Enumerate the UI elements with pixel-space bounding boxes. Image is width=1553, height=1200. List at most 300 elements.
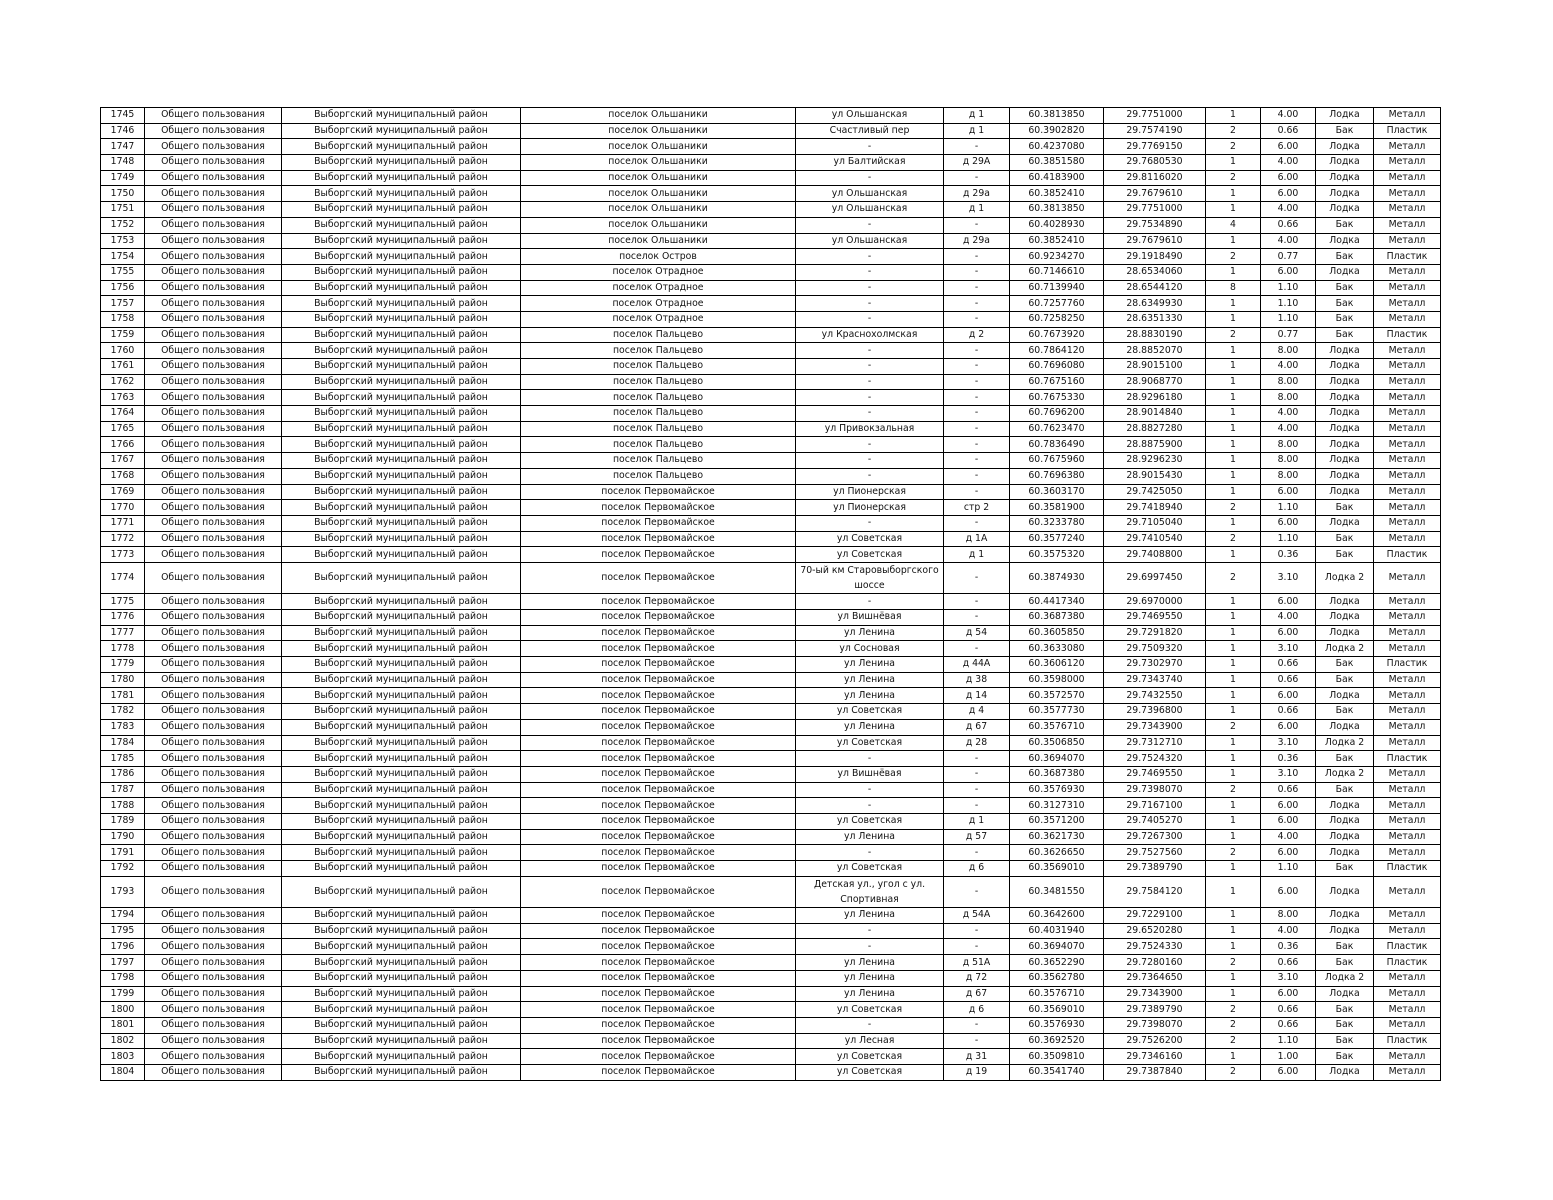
cell-container-count: 2 bbox=[1206, 1033, 1261, 1049]
cell-usage-type: Общего пользования bbox=[145, 672, 282, 688]
cell-container-type: Бак bbox=[1316, 547, 1374, 563]
cell-longitude: 29.7432550 bbox=[1104, 688, 1206, 704]
cell-container-type: Бак bbox=[1316, 296, 1374, 312]
cell-usage-type: Общего пользования bbox=[145, 955, 282, 971]
cell-container-count: 1 bbox=[1206, 359, 1261, 375]
cell-district: Выборгский муниципальный район bbox=[282, 719, 521, 735]
cell-material: Металл bbox=[1374, 1017, 1441, 1033]
cell-volume: 1.10 bbox=[1261, 500, 1316, 516]
cell-row-number: 1748 bbox=[101, 155, 145, 171]
cell-volume: 4.00 bbox=[1261, 155, 1316, 171]
cell-district: Выборгский муниципальный район bbox=[282, 311, 521, 327]
cell-district: Выборгский муниципальный район bbox=[282, 955, 521, 971]
cell-container-count: 2 bbox=[1206, 500, 1261, 516]
cell-settlement: поселок Первомайское bbox=[521, 1064, 796, 1080]
cell-material: Металл bbox=[1374, 139, 1441, 155]
cell-container-count: 8 bbox=[1206, 280, 1261, 296]
cell-house-number: д 54 bbox=[944, 625, 1010, 641]
cell-container-type: Лодка bbox=[1316, 829, 1374, 845]
cell-container-type: Лодка bbox=[1316, 484, 1374, 500]
cell-house-number: - bbox=[944, 468, 1010, 484]
cell-settlement: поселок Ольшаники bbox=[521, 123, 796, 139]
cell-latitude: 60.3605850 bbox=[1010, 625, 1104, 641]
cell-settlement: поселок Первомайское bbox=[521, 735, 796, 751]
cell-latitude: 60.3571200 bbox=[1010, 813, 1104, 829]
cell-house-number: д 57 bbox=[944, 829, 1010, 845]
cell-house-number: - bbox=[944, 170, 1010, 186]
cell-settlement: поселок Первомайское bbox=[521, 829, 796, 845]
cell-settlement: поселок Отрадное bbox=[521, 264, 796, 280]
cell-house-number: - bbox=[944, 421, 1010, 437]
table-row bbox=[101, 359, 1441, 375]
cell-container-count: 2 bbox=[1206, 531, 1261, 547]
cell-latitude: 60.3569010 bbox=[1010, 861, 1104, 877]
cell-volume: 3.10 bbox=[1261, 766, 1316, 782]
cell-longitude: 29.7769150 bbox=[1104, 139, 1206, 155]
cell-settlement: поселок Пальцево bbox=[521, 374, 796, 390]
cell-usage-type: Общего пользования bbox=[145, 296, 282, 312]
cell-row-number: 1789 bbox=[101, 813, 145, 829]
table-row bbox=[101, 813, 1441, 829]
cell-district: Выборгский муниципальный район bbox=[282, 249, 521, 265]
table-row bbox=[101, 500, 1441, 516]
cell-house-number: - bbox=[944, 343, 1010, 359]
cell-container-count: 2 bbox=[1206, 170, 1261, 186]
cell-longitude: 28.8852070 bbox=[1104, 343, 1206, 359]
table-row bbox=[101, 374, 1441, 390]
cell-material: Металл bbox=[1374, 280, 1441, 296]
cell-latitude: 60.3813850 bbox=[1010, 202, 1104, 218]
cell-usage-type: Общего пользования bbox=[145, 970, 282, 986]
cell-settlement: поселок Первомайское bbox=[521, 688, 796, 704]
cell-usage-type: Общего пользования bbox=[145, 908, 282, 924]
cell-settlement: поселок Первомайское bbox=[521, 955, 796, 971]
cell-house-number: - bbox=[944, 296, 1010, 312]
cell-district: Выборгский муниципальный район bbox=[282, 453, 521, 469]
cell-row-number: 1772 bbox=[101, 531, 145, 547]
cell-usage-type: Общего пользования bbox=[145, 343, 282, 359]
cell-container-count: 1 bbox=[1206, 186, 1261, 202]
cell-row-number: 1779 bbox=[101, 657, 145, 673]
cell-house-number: - bbox=[944, 766, 1010, 782]
cell-latitude: 60.3576710 bbox=[1010, 719, 1104, 735]
cell-latitude: 60.3852410 bbox=[1010, 186, 1104, 202]
cell-volume: 3.10 bbox=[1261, 562, 1316, 593]
cell-district: Выборгский муниципальный район bbox=[282, 155, 521, 171]
cell-container-count: 2 bbox=[1206, 845, 1261, 861]
cell-longitude: 28.9015430 bbox=[1104, 468, 1206, 484]
cell-house-number: д 6 bbox=[944, 1002, 1010, 1018]
cell-row-number: 1784 bbox=[101, 735, 145, 751]
cell-container-type: Лодка 2 bbox=[1316, 766, 1374, 782]
cell-volume: 0.66 bbox=[1261, 704, 1316, 720]
cell-container-type: Лодка bbox=[1316, 468, 1374, 484]
cell-house-number: д 1 bbox=[944, 813, 1010, 829]
cell-longitude: 29.7574190 bbox=[1104, 123, 1206, 139]
cell-latitude: 60.3506850 bbox=[1010, 735, 1104, 751]
cell-container-type: Лодка bbox=[1316, 437, 1374, 453]
cell-longitude: 29.7167100 bbox=[1104, 798, 1206, 814]
cell-district: Выборгский муниципальный район bbox=[282, 186, 521, 202]
cell-longitude: 29.7267300 bbox=[1104, 829, 1206, 845]
cell-material: Пластик bbox=[1374, 657, 1441, 673]
table-row bbox=[101, 955, 1441, 971]
cell-container-type: Бак bbox=[1316, 861, 1374, 877]
table-row bbox=[101, 123, 1441, 139]
cell-container-count: 1 bbox=[1206, 876, 1261, 907]
cell-container-count: 1 bbox=[1206, 735, 1261, 751]
cell-usage-type: Общего пользования bbox=[145, 547, 282, 563]
table-row bbox=[101, 970, 1441, 986]
cell-district: Выборгский муниципальный район bbox=[282, 500, 521, 516]
cell-row-number: 1768 bbox=[101, 468, 145, 484]
table-row bbox=[101, 672, 1441, 688]
cell-container-count: 2 bbox=[1206, 562, 1261, 593]
cell-container-count: 1 bbox=[1206, 813, 1261, 829]
cell-volume: 6.00 bbox=[1261, 484, 1316, 500]
cell-material: Пластик bbox=[1374, 939, 1441, 955]
cell-row-number: 1777 bbox=[101, 625, 145, 641]
table-row bbox=[101, 515, 1441, 531]
cell-usage-type: Общего пользования bbox=[145, 390, 282, 406]
table-row bbox=[101, 390, 1441, 406]
cell-district: Выборгский муниципальный район bbox=[282, 861, 521, 877]
cell-street: - bbox=[796, 311, 944, 327]
cell-volume: 4.00 bbox=[1261, 359, 1316, 375]
table-row bbox=[101, 249, 1441, 265]
table-row bbox=[101, 939, 1441, 955]
cell-material: Металл bbox=[1374, 813, 1441, 829]
cell-usage-type: Общего пользования bbox=[145, 108, 282, 124]
cell-material: Металл bbox=[1374, 468, 1441, 484]
cell-settlement: поселок Первомайское bbox=[521, 1049, 796, 1065]
cell-house-number: - bbox=[944, 359, 1010, 375]
cell-container-type: Лодка bbox=[1316, 139, 1374, 155]
cell-longitude: 28.6349930 bbox=[1104, 296, 1206, 312]
cell-material: Металл bbox=[1374, 908, 1441, 924]
cell-street: ул Советская bbox=[796, 1002, 944, 1018]
cell-usage-type: Общего пользования bbox=[145, 406, 282, 422]
cell-volume: 4.00 bbox=[1261, 233, 1316, 249]
cell-material: Пластик bbox=[1374, 751, 1441, 767]
cell-usage-type: Общего пользования bbox=[145, 829, 282, 845]
cell-container-type: Лодка bbox=[1316, 876, 1374, 907]
cell-material: Металл bbox=[1374, 923, 1441, 939]
cell-street: - bbox=[796, 374, 944, 390]
cell-container-count: 1 bbox=[1206, 625, 1261, 641]
cell-house-number: д 38 bbox=[944, 672, 1010, 688]
table-row bbox=[101, 657, 1441, 673]
cell-material: Пластик bbox=[1374, 249, 1441, 265]
cell-container-count: 1 bbox=[1206, 343, 1261, 359]
cell-container-type: Лодка bbox=[1316, 610, 1374, 626]
cell-usage-type: Общего пользования bbox=[145, 594, 282, 610]
cell-latitude: 60.3576930 bbox=[1010, 782, 1104, 798]
cell-volume: 1.10 bbox=[1261, 531, 1316, 547]
cell-row-number: 1775 bbox=[101, 594, 145, 610]
cell-volume: 0.36 bbox=[1261, 547, 1316, 563]
cell-settlement: поселок Первомайское bbox=[521, 547, 796, 563]
cell-settlement: поселок Первомайское bbox=[521, 798, 796, 814]
cell-longitude: 29.7751000 bbox=[1104, 108, 1206, 124]
cell-usage-type: Общего пользования bbox=[145, 484, 282, 500]
table-row bbox=[101, 453, 1441, 469]
cell-row-number: 1783 bbox=[101, 719, 145, 735]
cell-district: Выборгский муниципальный район bbox=[282, 782, 521, 798]
cell-district: Выборгский муниципальный район bbox=[282, 986, 521, 1002]
cell-street: ул Ленина bbox=[796, 672, 944, 688]
cell-longitude: 29.7105040 bbox=[1104, 515, 1206, 531]
table-row bbox=[101, 280, 1441, 296]
cell-material: Металл bbox=[1374, 845, 1441, 861]
cell-longitude: 29.7389790 bbox=[1104, 861, 1206, 877]
cell-settlement: поселок Первомайское bbox=[521, 610, 796, 626]
cell-material: Металл bbox=[1374, 704, 1441, 720]
cell-latitude: 60.7673920 bbox=[1010, 327, 1104, 343]
cell-latitude: 60.3694070 bbox=[1010, 751, 1104, 767]
cell-district: Выборгский муниципальный район bbox=[282, 296, 521, 312]
cell-usage-type: Общего пользования bbox=[145, 1049, 282, 1065]
table-row bbox=[101, 547, 1441, 563]
cell-volume: 6.00 bbox=[1261, 845, 1316, 861]
cell-container-count: 1 bbox=[1206, 829, 1261, 845]
cell-latitude: 60.3626650 bbox=[1010, 845, 1104, 861]
cell-material: Металл bbox=[1374, 233, 1441, 249]
cell-longitude: 29.7364650 bbox=[1104, 970, 1206, 986]
cell-usage-type: Общего пользования bbox=[145, 453, 282, 469]
cell-latitude: 60.3687380 bbox=[1010, 610, 1104, 626]
cell-usage-type: Общего пользования bbox=[145, 641, 282, 657]
cell-row-number: 1770 bbox=[101, 500, 145, 516]
cell-longitude: 29.7680530 bbox=[1104, 155, 1206, 171]
cell-material: Металл bbox=[1374, 202, 1441, 218]
cell-longitude: 29.7343900 bbox=[1104, 986, 1206, 1002]
cell-material: Металл bbox=[1374, 594, 1441, 610]
cell-street: Детская ул., угол с ул. Спортивная bbox=[796, 876, 944, 907]
cell-house-number: - bbox=[944, 264, 1010, 280]
cell-material: Металл bbox=[1374, 406, 1441, 422]
cell-district: Выборгский муниципальный район bbox=[282, 923, 521, 939]
cell-container-count: 2 bbox=[1206, 782, 1261, 798]
cell-longitude: 28.9068770 bbox=[1104, 374, 1206, 390]
cell-district: Выборгский муниципальный район bbox=[282, 1049, 521, 1065]
cell-settlement: поселок Первомайское bbox=[521, 986, 796, 1002]
table-row bbox=[101, 186, 1441, 202]
cell-usage-type: Общего пользования bbox=[145, 986, 282, 1002]
cell-container-count: 1 bbox=[1206, 421, 1261, 437]
cell-volume: 6.00 bbox=[1261, 798, 1316, 814]
cell-usage-type: Общего пользования bbox=[145, 766, 282, 782]
cell-row-number: 1751 bbox=[101, 202, 145, 218]
cell-house-number: - bbox=[944, 515, 1010, 531]
cell-row-number: 1755 bbox=[101, 264, 145, 280]
cell-street: ул Пионерская bbox=[796, 500, 944, 516]
cell-material: Металл bbox=[1374, 108, 1441, 124]
table-row bbox=[101, 468, 1441, 484]
cell-container-count: 1 bbox=[1206, 437, 1261, 453]
cell-longitude: 28.8875900 bbox=[1104, 437, 1206, 453]
table-row bbox=[101, 986, 1441, 1002]
cell-row-number: 1765 bbox=[101, 421, 145, 437]
cell-latitude: 60.3687380 bbox=[1010, 766, 1104, 782]
cell-longitude: 29.7343740 bbox=[1104, 672, 1206, 688]
cell-settlement: поселок Первомайское bbox=[521, 625, 796, 641]
cell-container-count: 1 bbox=[1206, 688, 1261, 704]
cell-longitude: 28.6534060 bbox=[1104, 264, 1206, 280]
cell-container-count: 1 bbox=[1206, 610, 1261, 626]
cell-row-number: 1796 bbox=[101, 939, 145, 955]
cell-street: ул Балтийская bbox=[796, 155, 944, 171]
cell-district: Выборгский муниципальный район bbox=[282, 798, 521, 814]
cell-volume: 6.00 bbox=[1261, 170, 1316, 186]
cell-row-number: 1756 bbox=[101, 280, 145, 296]
cell-material: Металл bbox=[1374, 562, 1441, 593]
cell-street: - bbox=[796, 437, 944, 453]
cell-container-type: Бак bbox=[1316, 657, 1374, 673]
cell-row-number: 1778 bbox=[101, 641, 145, 657]
cell-row-number: 1795 bbox=[101, 923, 145, 939]
cell-container-count: 1 bbox=[1206, 861, 1261, 877]
cell-street: ул Ленина bbox=[796, 986, 944, 1002]
cell-settlement: поселок Первомайское bbox=[521, 1033, 796, 1049]
cell-volume: 0.66 bbox=[1261, 123, 1316, 139]
cell-container-count: 1 bbox=[1206, 547, 1261, 563]
cell-district: Выборгский муниципальный район bbox=[282, 406, 521, 422]
cell-volume: 0.66 bbox=[1261, 955, 1316, 971]
cell-district: Выборгский муниципальный район bbox=[282, 829, 521, 845]
cell-material: Металл bbox=[1374, 1002, 1441, 1018]
cell-material: Металл bbox=[1374, 453, 1441, 469]
cell-volume: 6.00 bbox=[1261, 594, 1316, 610]
cell-container-count: 1 bbox=[1206, 970, 1261, 986]
cell-settlement: поселок Первомайское bbox=[521, 500, 796, 516]
cell-longitude: 29.6997450 bbox=[1104, 562, 1206, 593]
cell-street: ул Советская bbox=[796, 735, 944, 751]
cell-district: Выборгский муниципальный район bbox=[282, 704, 521, 720]
cell-street: ул Ленина bbox=[796, 829, 944, 845]
cell-settlement: поселок Первомайское bbox=[521, 970, 796, 986]
cell-street: ул Советская bbox=[796, 1064, 944, 1080]
cell-container-type: Лодка 2 bbox=[1316, 641, 1374, 657]
cell-district: Выборгский муниципальный район bbox=[282, 688, 521, 704]
cell-district: Выборгский муниципальный район bbox=[282, 217, 521, 233]
cell-house-number: - bbox=[944, 1033, 1010, 1049]
cell-latitude: 60.4237080 bbox=[1010, 139, 1104, 155]
cell-latitude: 60.3652290 bbox=[1010, 955, 1104, 971]
cell-container-type: Бак bbox=[1316, 217, 1374, 233]
cell-latitude: 60.4183900 bbox=[1010, 170, 1104, 186]
cell-longitude: 29.7679610 bbox=[1104, 186, 1206, 202]
cell-street: ул Вишнёвая bbox=[796, 766, 944, 782]
cell-container-type: Бак bbox=[1316, 751, 1374, 767]
cell-house-number: - bbox=[944, 641, 1010, 657]
cell-district: Выборгский муниципальный район bbox=[282, 437, 521, 453]
cell-volume: 4.00 bbox=[1261, 421, 1316, 437]
table-row bbox=[101, 296, 1441, 312]
cell-usage-type: Общего пользования bbox=[145, 531, 282, 547]
cell-longitude: 29.6970000 bbox=[1104, 594, 1206, 610]
cell-settlement: поселок Первомайское bbox=[521, 672, 796, 688]
cell-volume: 0.77 bbox=[1261, 327, 1316, 343]
table-row bbox=[101, 421, 1441, 437]
cell-volume: 1.10 bbox=[1261, 311, 1316, 327]
table-row bbox=[101, 170, 1441, 186]
cell-house-number: - bbox=[944, 845, 1010, 861]
cell-material: Металл bbox=[1374, 296, 1441, 312]
cell-usage-type: Общего пользования bbox=[145, 657, 282, 673]
cell-usage-type: Общего пользования bbox=[145, 421, 282, 437]
cell-settlement: поселок Ольшаники bbox=[521, 108, 796, 124]
cell-container-count: 1 bbox=[1206, 986, 1261, 1002]
cell-district: Выборгский муниципальный район bbox=[282, 735, 521, 751]
cell-material: Металл bbox=[1374, 531, 1441, 547]
cell-longitude: 28.9296230 bbox=[1104, 453, 1206, 469]
cell-container-type: Лодка bbox=[1316, 186, 1374, 202]
cell-container-count: 1 bbox=[1206, 515, 1261, 531]
cell-house-number: д 19 bbox=[944, 1064, 1010, 1080]
cell-street: ул Ольшанская bbox=[796, 233, 944, 249]
cell-street: ул Ленина bbox=[796, 688, 944, 704]
cell-street: ул Ленина bbox=[796, 970, 944, 986]
cell-material: Металл bbox=[1374, 610, 1441, 626]
cell-row-number: 1803 bbox=[101, 1049, 145, 1065]
cell-usage-type: Общего пользования bbox=[145, 437, 282, 453]
cell-settlement: поселок Ольшаники bbox=[521, 186, 796, 202]
cell-district: Выборгский муниципальный район bbox=[282, 343, 521, 359]
cell-volume: 8.00 bbox=[1261, 343, 1316, 359]
cell-material: Металл bbox=[1374, 782, 1441, 798]
cell-row-number: 1758 bbox=[101, 311, 145, 327]
cell-volume: 4.00 bbox=[1261, 610, 1316, 626]
cell-container-type: Лодка 2 bbox=[1316, 735, 1374, 751]
table-row bbox=[101, 139, 1441, 155]
cell-latitude: 60.7696080 bbox=[1010, 359, 1104, 375]
cell-house-number: - bbox=[944, 876, 1010, 907]
cell-settlement: поселок Пальцево bbox=[521, 390, 796, 406]
cell-house-number: - bbox=[944, 139, 1010, 155]
cell-latitude: 60.4417340 bbox=[1010, 594, 1104, 610]
cell-house-number: - bbox=[944, 453, 1010, 469]
cell-container-type: Лодка bbox=[1316, 625, 1374, 641]
cell-material: Пластик bbox=[1374, 547, 1441, 563]
cell-row-number: 1776 bbox=[101, 610, 145, 626]
cell-volume: 4.00 bbox=[1261, 923, 1316, 939]
cell-container-type: Лодка bbox=[1316, 170, 1374, 186]
cell-latitude: 60.7696200 bbox=[1010, 406, 1104, 422]
table-row bbox=[101, 311, 1441, 327]
cell-material: Металл bbox=[1374, 798, 1441, 814]
cell-volume: 6.00 bbox=[1261, 1064, 1316, 1080]
cell-house-number: - bbox=[944, 939, 1010, 955]
cell-row-number: 1788 bbox=[101, 798, 145, 814]
table-row bbox=[101, 641, 1441, 657]
cell-district: Выборгский муниципальный район bbox=[282, 641, 521, 657]
table-row bbox=[101, 798, 1441, 814]
cell-material: Металл bbox=[1374, 876, 1441, 907]
cell-settlement: поселок Первомайское bbox=[521, 845, 796, 861]
cell-container-type: Бак bbox=[1316, 280, 1374, 296]
cell-house-number: д 28 bbox=[944, 735, 1010, 751]
cell-latitude: 60.3575320 bbox=[1010, 547, 1104, 563]
cell-settlement: поселок Пальцево bbox=[521, 453, 796, 469]
cell-container-count: 2 bbox=[1206, 139, 1261, 155]
cell-street: - bbox=[796, 264, 944, 280]
cell-latitude: 60.3569010 bbox=[1010, 1002, 1104, 1018]
table-row bbox=[101, 343, 1441, 359]
cell-row-number: 1780 bbox=[101, 672, 145, 688]
cell-settlement: поселок Остров bbox=[521, 249, 796, 265]
cell-usage-type: Общего пользования bbox=[145, 139, 282, 155]
